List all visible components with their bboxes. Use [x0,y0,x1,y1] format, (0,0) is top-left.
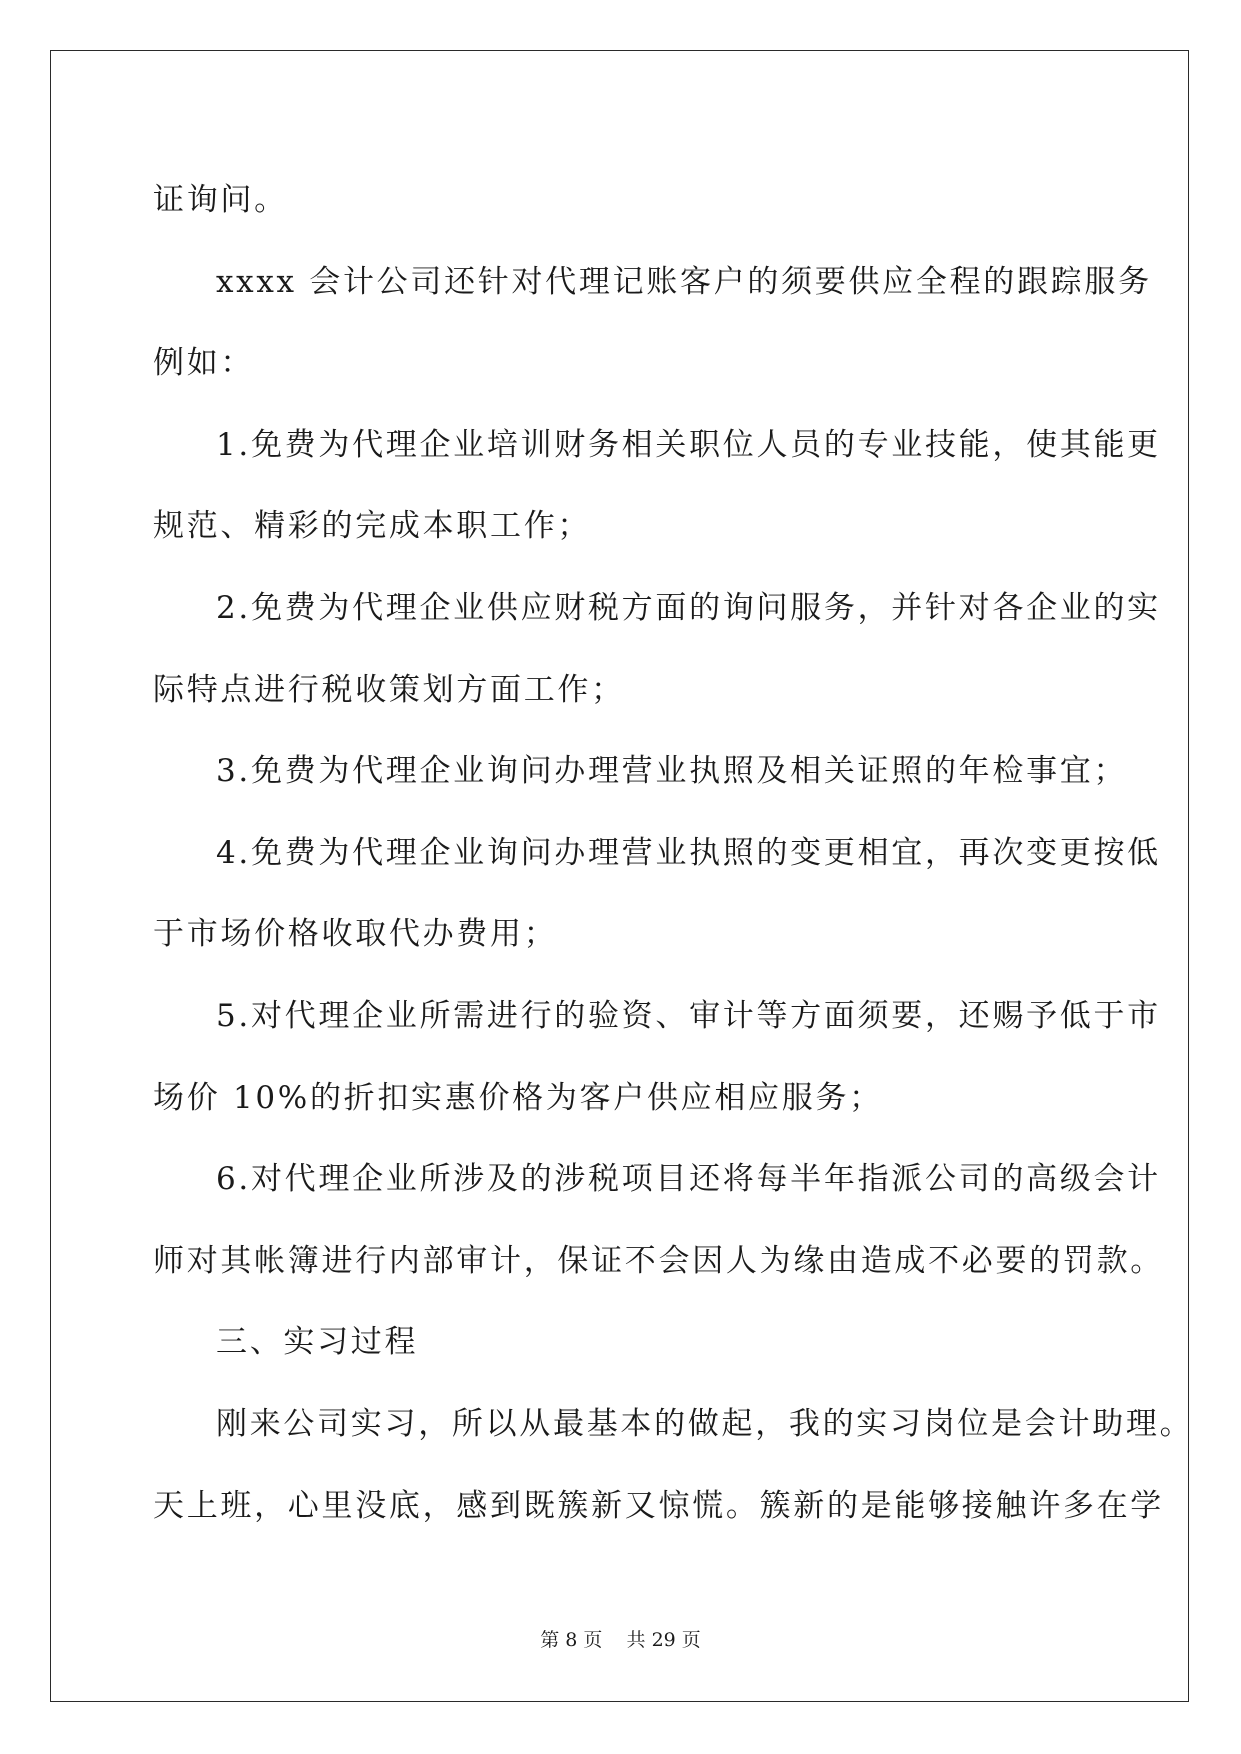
text-line: 1.免费为代理企业培训财务相关职位人员的专业技能，使其能更 [216,426,1161,463]
text-line: 于市场价格收取代办费用； [153,916,558,953]
text-line: 规范、精彩的完成本职工作； [153,508,592,545]
page-number-footer: 第 8 页 共 29 页 [540,1629,701,1651]
section-heading: 三、实习过程 [216,1324,419,1361]
text-line: xxxx 会计公司还针对代理记账客户的须要供应全程的跟踪服务 [216,263,1152,300]
text-line: 证询问。 [153,182,288,218]
text-line: 刚来公司实习，所以从最基本的做起，我的实习岗位是会计助理。 [216,1405,1194,1442]
text-line: 5.对代理企业所需进行的验资、审计等方面须要，还赐予低于市 [216,997,1161,1034]
text-line: 3.免费为代理企业询问办理营业执照及相关证照的年检事宜； [216,753,1128,790]
text-line: 6.对代理企业所涉及的涉税项目还将每半年指派公司的高级会计 [216,1161,1161,1198]
text-line: 4.免费为代理企业询问办理营业执照的变更相宜，再次变更按低 [216,834,1161,871]
document-body [153,160,1194,1547]
text-line: 师对其帐簿进行内部审计，保证不会因人为缘由造成不必要的罚款。 [153,1242,1164,1279]
text-line: 场价 10%的折扣实惠价格为客户供应相应服务； [153,1079,883,1116]
text-line: 天上班，心里没底，感到既簇新又惊慌。簇新的是能够接触许多在学 [153,1487,1164,1524]
text-line: 2.免费为代理企业供应财税方面的询问服务，并针对各企业的实 [216,589,1161,626]
text-line: 际特点进行税收策划方面工作； [153,671,625,708]
text-line: 例如： [153,345,255,382]
